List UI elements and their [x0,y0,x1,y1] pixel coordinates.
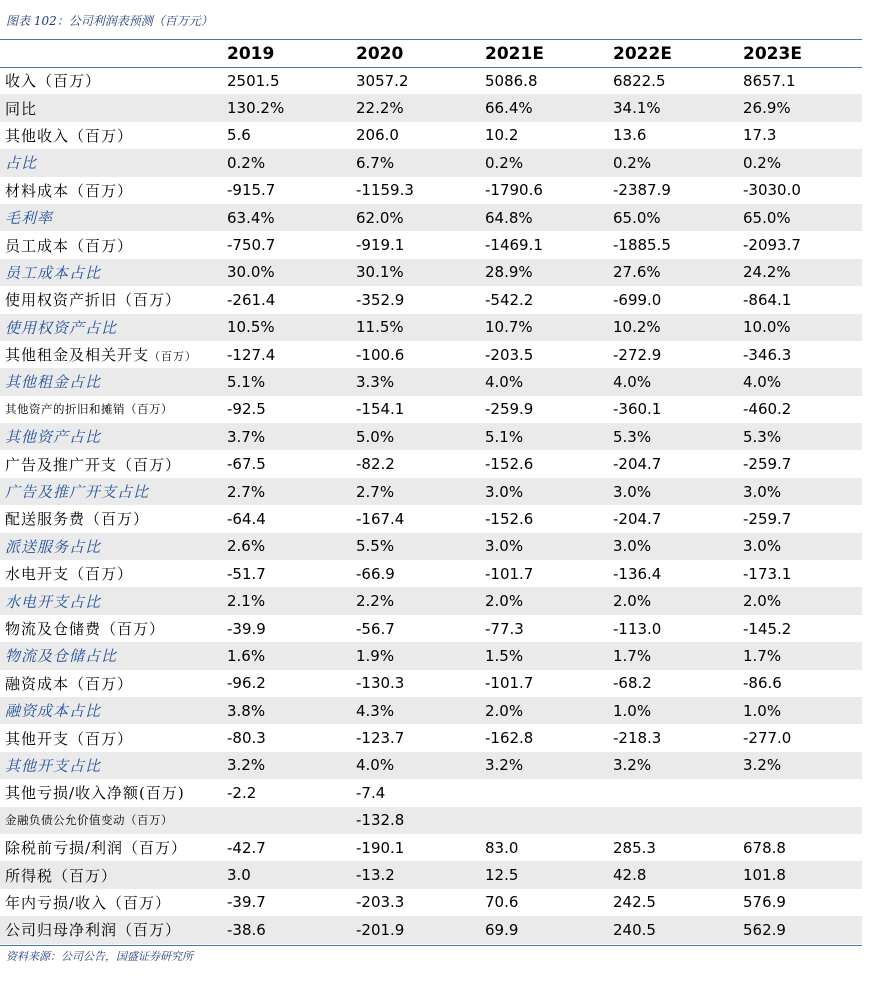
table-cell: -1469.1 [485,236,543,255]
table-cell: -460.2 [743,400,792,419]
table-cell: 2.2% [351,587,480,614]
table-cell: -699.0 [613,290,662,309]
table-cell: 3.0% [608,533,738,560]
table-cell: 70.6 [485,893,519,912]
table-cell: -346.3 [743,345,792,364]
row-label [0,615,222,642]
table-cell: 17.3 [743,126,777,145]
table-cell: 4.0% [738,368,862,395]
table-cell: -277.0 [743,729,792,748]
row-label [0,861,222,888]
row-label-text: 除税前亏损/利润（百万） [5,839,188,858]
table-cell: -39.7 [227,893,266,912]
table-cell: -204.7 [613,455,662,474]
table-cell: -864.1 [743,290,792,309]
table-cell: -82.2 [356,455,395,474]
table-cell: 1.0% [738,697,862,724]
table-cell: -167.4 [356,509,405,528]
table-cell: 3.0% [738,533,862,560]
table-row [0,368,862,395]
row-label [0,587,222,614]
table-cell: 4.0% [608,368,738,395]
row-label-text: 其他收入（百万） [5,126,134,145]
row-label-text: 配送服务费（百万） [5,510,150,529]
row-label [0,368,222,395]
table-cell: 4.0% [351,752,480,779]
row-label-text: 年内亏损/收入（百万） [5,893,172,912]
table-cell: 206.0 [356,126,399,145]
row-label [0,67,222,94]
table-cell: 5.3% [608,423,738,450]
row-label-text: 员工成本（百万） [5,236,134,255]
header-cell-2020: 2020 [356,43,404,64]
table-cell: 3.3% [351,368,480,395]
table-cell: -132.8 [351,807,480,834]
table-row [0,560,862,587]
row-label-text: 员工成本占比 [5,263,102,282]
table-cell: 5.0% [351,423,480,450]
table-cell: 101.8 [738,861,862,888]
row-label [0,231,222,258]
table-cell: -123.7 [356,729,405,748]
table-cell [608,807,738,834]
row-label-text: 材料成本（百万） [5,181,134,200]
table-cell: 1.7% [738,642,862,669]
row-label [0,314,222,341]
table-row [0,834,862,861]
table-row [0,478,862,505]
table-cell: 5.6 [227,126,251,145]
table-cell: 3.0% [480,533,608,560]
table-row [0,149,862,176]
table-cell: -154.1 [356,400,405,419]
row-label [0,149,222,176]
table-cell: -203.3 [356,893,405,912]
table-cell: -13.2 [351,861,480,888]
table-row [0,259,862,286]
source-note: 资料来源：公司公告，国盛证券研究所 [6,950,193,963]
table-cell: -7.4 [356,783,386,802]
table-cell: 0.2% [608,149,738,176]
table-cell: 64.8% [480,204,608,231]
table-cell: -38.6 [222,916,351,943]
table-cell: 6.7% [351,149,480,176]
row-label-text: 同比 [5,99,38,118]
row-label-text: 物流及仓储费（百万） [5,620,166,638]
table-cell: 5.5% [351,533,480,560]
row-label [0,916,222,943]
row-label [0,834,222,861]
table-cell: -101.7 [485,564,534,583]
row-label [0,752,222,779]
table-cell: -113.0 [613,619,662,638]
table-cell: 3.0% [738,478,862,505]
table-cell: -259.9 [485,400,534,419]
table-cell: 2.1% [222,587,351,614]
row-label [0,560,222,587]
table-cell: 3.2% [480,752,608,779]
row-label [0,177,222,204]
table-cell: 10.2 [485,126,519,145]
table-row [0,861,862,888]
row-label-text: 其他开支（百万） [5,729,134,748]
table-cell: 562.9 [738,916,862,943]
table-row [0,204,862,231]
row-label-text: 融资成本占比 [5,702,102,721]
row-label-text: 水电开支占比 [5,592,102,611]
table-cell: -162.8 [485,729,534,748]
table-row [0,779,862,806]
row-label [0,670,222,697]
row-label [0,724,222,751]
table-cell: 5.1% [480,423,608,450]
table-cell: 3057.2 [356,71,409,90]
table-cell: -3030.0 [743,181,801,200]
table-cell: 678.8 [743,838,786,857]
row-label-text: 其他资产占比 [5,428,102,447]
table-cell [480,807,608,834]
table-cell: 0.2% [480,149,608,176]
table-cell: -67.5 [227,455,266,474]
table-cell: 28.9% [480,259,608,286]
table-cell: -203.5 [485,345,534,364]
row-label-text: 广告及推广开支（百万） [5,455,182,474]
table-cell: -101.7 [485,674,534,693]
table-cell: -542.2 [485,290,534,309]
table-cell: 2.0% [738,587,862,614]
table-cell: 2.7% [351,478,480,505]
row-label [0,423,222,450]
header-cell-label [0,40,222,67]
table-cell: 24.2% [738,259,862,286]
row-label-text: 其他租金占比 [5,373,102,392]
table-cell: 63.4% [222,204,351,231]
row-label-text: 其他资产的折旧和摊销（百万） [5,402,173,417]
header-row [0,40,862,67]
table-cell: 3.0% [608,478,738,505]
table-cell: 3.0% [480,478,608,505]
row-label-text: 使用权资产占比 [5,318,118,337]
table-cell: 30.0% [222,259,351,286]
row-label-text: 水电开支（百万） [5,565,134,584]
table-row [0,642,862,669]
header-rule [0,67,862,68]
row-label [0,94,222,121]
table-row [0,697,862,724]
row-label [0,889,222,916]
table-cell [480,779,608,806]
table-cell: -64.4 [227,509,266,528]
bottom-rule [0,945,862,946]
row-label [0,807,222,834]
table-row [0,177,862,204]
table-cell: -360.1 [613,400,662,419]
table-cell: 242.5 [613,893,656,912]
table-cell: 10.2% [608,314,738,341]
table-cell: 2.0% [480,587,608,614]
row-label [0,450,222,477]
row-label [0,259,222,286]
table-cell: -2093.7 [743,236,801,255]
table-row [0,122,862,149]
table-cell: -173.1 [743,564,792,583]
table-cell: -96.2 [227,674,266,693]
table-cell: -261.4 [227,290,276,309]
table-row [0,94,862,121]
table-cell [738,779,862,806]
table-cell: -51.7 [227,564,266,583]
table-cell: -145.2 [743,619,792,638]
table-row [0,807,862,834]
table-cell: 3.7% [222,423,351,450]
table-cell: 5.3% [738,423,862,450]
row-label [0,505,222,532]
table-cell [608,779,738,806]
table-cell: 3.2% [222,752,351,779]
table-row [0,231,862,258]
table-row [0,341,862,368]
row-label-text: 融资成本（百万） [5,674,134,693]
table-row [0,314,862,341]
row-label [0,122,222,149]
table-cell: 3.2% [608,752,738,779]
table-cell: -272.9 [613,345,662,364]
row-label [0,341,222,368]
table-cell: 69.9 [480,916,608,943]
table-cell: 576.9 [743,893,786,912]
table-cell: 65.0% [738,204,862,231]
table-row [0,724,862,751]
table-cell: -201.9 [351,916,480,943]
row-label-text: 其他亏损/收入净额(百万) [5,784,185,803]
table-cell: 4.0% [480,368,608,395]
table-cell: -259.7 [743,455,792,474]
table-cell: 2.6% [222,533,351,560]
table-cell: 2501.5 [227,71,280,90]
row-label-text: 金融负债公允价值变动（百万） [5,813,173,828]
table-cell: 11.5% [351,314,480,341]
table-cell: 8657.1 [743,71,796,90]
row-label-text: 占比 [5,154,38,173]
table-cell: -66.9 [356,564,395,583]
row-label [0,478,222,505]
table-row [0,752,862,779]
row-label [0,642,222,669]
table-cell: -100.6 [356,345,405,364]
table-cell: -136.4 [613,564,662,583]
table-cell: 5.1% [222,368,351,395]
table-row [0,533,862,560]
table-cell: 3.2% [738,752,862,779]
row-label-text: 物流及仓储占比 [5,647,118,666]
table-header [0,40,862,67]
header-cell-2022e: 2022E [613,43,672,64]
table-cell: 1.0% [608,697,738,724]
table-cell: 3.0 [222,861,351,888]
table-cell: 0.2% [222,149,351,176]
table-caption: 图表 102：公司利润表预测（百万元） [6,14,213,28]
table-cell: -77.3 [485,619,524,638]
table-cell: 10.7% [480,314,608,341]
row-label-text: 所得税（百万） [5,866,118,885]
table-cell: -152.6 [485,455,534,474]
header-cell-2019: 2019 [227,43,275,64]
row-label-text: 其他租金及相关开支 [5,346,150,365]
table-cell: -919.1 [356,236,405,255]
table-cell: 1.9% [351,642,480,669]
table-row [0,396,862,423]
table-cell: 130.2% [222,94,351,121]
table-cell [222,807,351,834]
table-cell: 0.2% [738,149,862,176]
row-label-text: 其他开支占比 [5,756,102,775]
table-cell: 65.0% [608,204,738,231]
table-cell: 12.5 [480,861,608,888]
row-label-text: 派送服务占比 [5,537,102,556]
table-cell: -92.5 [227,400,266,419]
table-cell: 6822.5 [613,71,666,90]
table-cell: -915.7 [227,181,276,200]
row-label-text: 毛利率 [5,209,54,228]
table-body [0,67,862,944]
table-cell: 30.1% [351,259,480,286]
row-label-text: 公司归母净利润（百万） [5,921,182,940]
table-cell: -1159.3 [356,181,414,200]
table-cell: -56.7 [356,619,395,638]
table-cell: -750.7 [227,236,276,255]
table-cell: 2.7% [222,478,351,505]
table-row [0,423,862,450]
table-cell: 1.6% [222,642,351,669]
row-label-text: 收入（百万） [5,72,102,91]
table-cell: -127.4 [227,345,276,364]
table-cell: 27.6% [608,259,738,286]
table-cell: -1885.5 [613,236,671,255]
table-cell: -352.9 [356,290,405,309]
table-cell: -218.3 [613,729,662,748]
row-label [0,697,222,724]
table-cell: -86.6 [743,674,782,693]
table-cell: -190.1 [356,838,405,857]
table-cell: -2387.9 [613,181,671,200]
table-cell: -42.7 [227,838,266,857]
table-cell: 10.0% [738,314,862,341]
table-cell: 3.8% [222,697,351,724]
table-cell: 5086.8 [485,71,538,90]
table-cell: 1.7% [608,642,738,669]
row-label [0,204,222,231]
table-cell: -80.3 [227,729,266,748]
header-cell-2021e: 2021E [485,43,544,64]
table-row [0,450,862,477]
row-label [0,533,222,560]
table-cell: 285.3 [613,838,656,857]
table-cell: 240.5 [608,916,738,943]
table-cell: -204.7 [613,509,662,528]
profit-forecast-table [0,40,862,944]
table-cell [738,807,862,834]
table-cell: 22.2% [351,94,480,121]
table-cell: 83.0 [485,838,519,857]
table-cell: -39.9 [227,619,266,638]
row-label-text: 广告及推广开支占比 [5,483,150,502]
table-cell: 10.5% [222,314,351,341]
table-cell: -259.7 [743,509,792,528]
row-label [0,286,222,313]
row-label-text: 使用权资产折旧（百万） [5,291,182,310]
table-row [0,587,862,614]
table-row [0,670,862,697]
table-cell: 2.0% [480,697,608,724]
table-cell: -130.3 [356,674,405,693]
table-cell: 62.0% [351,204,480,231]
table-cell: -2.2 [227,783,257,802]
table-row [0,505,862,532]
table-row [0,916,862,943]
table-cell: 4.3% [351,697,480,724]
table-cell: -68.2 [613,674,652,693]
table-cell: 1.5% [480,642,608,669]
table-cell: 34.1% [608,94,738,121]
table-row [0,615,862,642]
table-cell: 13.6 [613,126,647,145]
table-cell: 66.4% [480,94,608,121]
table-cell: -1790.6 [485,181,543,200]
table-cell: 26.9% [738,94,862,121]
row-label-unit: （百万） [149,350,198,364]
table-row [0,889,862,916]
table-cell: 42.8 [608,861,738,888]
table-row [0,286,862,313]
row-label [0,779,222,806]
table-cell: -152.6 [485,509,534,528]
header-cell-2023e: 2023E [743,43,802,64]
table-row [0,67,862,94]
table-cell: 2.0% [608,587,738,614]
row-label [0,396,222,423]
